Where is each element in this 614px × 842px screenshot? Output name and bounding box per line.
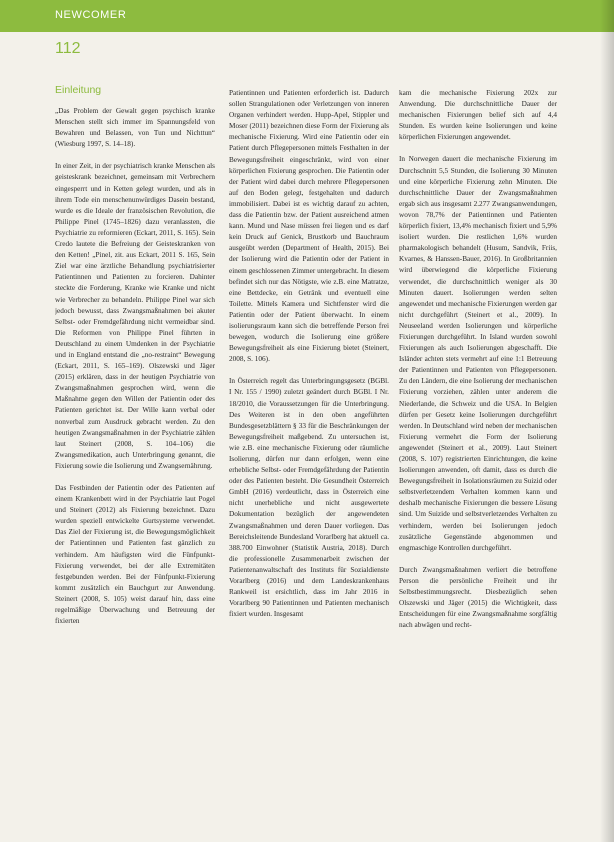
paragraph: In Österreich regelt das Unterbringungsgesetz (BGBl. I Nr. 155 / 1990) zuletzt geändert durch BGBl. I Nr. 18/2010, die Voraussetzungen für die Unterbringung. Des Weiteren ist in den oben angeführten Bundesgesetzblättern § 33 für die Beschränkungen der Bewegungsfreiheit maßgebend. Zu untersuchen ist, wie z.B. eine mechanische Fixierung oder räumliche Isolierung, dürfen nur dann erfolgen, wenn eine erhebliche Selbst- oder Fremdgefährdung der Patientin oder des Patienten besteht. Die Gesundheit Österreich GmbH (2016) verdeutlicht, dass in Österreich eine nicht unerhebliche und nicht ausgewertete Dokumentation bezüglich der angewendeten Zwangsmaßnahmen und deren Dauer vorliegen. Das Bereichsleitende Bundesland Vorarlberg hat aktuell ca. 388.700 Einwohner (Statistik Austria, 2018). Durch die professionelle Zusammenarbeit zwischen der Patientenanwaltschaft des Instituts für Sozialdienste Vorarlberg (2016) und dem Landeskrankenhaus Rankweil ist ersichtlich, dass im Jahr 2016 in Vorarlberg 90 Patientinnen und Patienten mechanisch fixiert wurden. Insgesamt	[229, 377, 389, 619]
header-band	[0, 0, 614, 32]
paragraph: In Norwegen dauert die mechanische Fixierung im Durchschnitt 5,5 Stunden, die Isolierung 30 Minuten und eine körperliche Fixierung zehn Minuten. Die durchschnittliche Dauer der Zwangsmaßnahmen ergab sich aus insgesamt 2.277 Zwangsanwendungen, wovon 78,7% der Patientinnen und Patienten körperlich fixiert, 13,4% mechanisch fixiert und 5,9% isoliert wurden. Die restlichen 1,6% wurden pharmakologisch behandelt (Husum, Sandvik, Friis, Kvarnes, & Hanssen-Bauer, 2016). In Großbritannien wird überwiegend die körperliche Fixierung verwendet, die durchschnittlich weniger als 30 Minuten dauert. Isolierungen werden selten angewendet und mechanische Fixierungen werden gar nicht durchgeführt (Steinert et al., 2009). In Neuseeland werden Isolierungen und körperliche Fixierungen durchgeführt. In Island wurden sowohl Fixierungen als auch Isolierungen abgeschafft. Die Isländer achten stets vermehrt auf eine 1:1 Betreuung der Patientinnen und Patienten von Pflegepersonen. Zu den Ländern, die eine Isolierung der mechanischen Fixierung vorziehen, zählen unter anderem die Niederlande, die Schweiz und die USA. In Belgien dürfen per Gesetz keine Isolierungen durchgeführt werden. In Deutschland wird neben der mechanischen Fixierung vermehrt die Form der Isolierung angewendet (Steinert et al., 2009). Laut Steinert (2008, S. 107) registrierten Einrichtungen, die keine Isolierungen anwenden, oft damit, dass es durch die Bewegungsfreiheit in Isolationsräumen zu Suizid oder selbstverletzendem Verhalten kommen kann und deshalb mechanische Fixierungen die bessere Lösung sind. Um Suizide und selbstverletzendes Verhalten zu verhindern, werden bei Isolierungen jedoch zusätzliche Gegenstände abgenommen und engmaschige Kontrollen durchgeführt.	[399, 155, 557, 552]
epigraph-quote: „Das Problem der Gewalt gegen psychisch kranke Menschen stellt sich immer im Spannungsfeld von Bewahren und Belassen, von Tun und Nichttun“ (Wiesburg 1997, S. 14–18).	[55, 107, 215, 149]
text-column-1	[55, 84, 215, 830]
paragraph: kam die mechanische Fixierung 202x zur Anwendung. Die durchschnittliche Dauer der mechanischen Fixierungen belief sich auf 4,4 Stunden. Es wurden keine Isolierungen und keine körperlichen Fixierungen angewendet.	[399, 89, 557, 142]
paragraph: Patientinnen und Patienten erforderlich ist. Dadurch sollen Strangulationen oder Verletzungen von inneren Organen verhindert werden. Hupp-Apel, Stippler und Moser (2011) bezeichnen diese Form der Fixierung als mechanische Fixierung. Wird eine Patientin oder ein Patient durch Pflegepersonen mittels Festhalten in der Bewegungsfreiheit eingeschränkt, wird von einer körperlichen Fixierung gesprochen. Die Patientin oder der Patient wird dabei durch mehrere Pflegepersonen auf den Boden gelegt, festgehalten und dadurch immobilisiert. Dabei ist es wichtig darauf zu achten, dass die Patientin bzw. der Patient ausreichend atmen kann. Mund und Nase müssen frei liegen und es darf kein Druck auf Genick, Brustkorb und Bauchraum ausgeübt werden (Department of Health, 2015). Bei der Isolierung wird die Patientin oder der Patient in einem geschlossenen Zimmer untergebracht. In diesem befindet sich nur das Nötigste, wie z.B. eine Matratze, eine Bettdecke, ein Getränk und eventuell eine Toilette. Mittels Kamera und Sichtfenster wird die Patientin oder der Patient überwacht. In einem isolierungsraum kann sich die betreffende Person frei bewegen, wodurch die Isolierung eine größere Bewegungsfreiheit als eine Fixierung bietet (Steinert, 2008, S. 106).	[229, 89, 389, 364]
section-heading: Einleitung	[55, 84, 102, 96]
page-number: 112	[55, 40, 81, 57]
paragraph: Das Festbinden der Patientin oder des Patienten auf einem Krankenbett wird in der Psychiatrie laut Pogel und Steinert (2012) als Fixierung bezeichnet. Dazu wurden speziell entwickelte Gurtsysteme verwendet. Das Ziel der Fixierung ist, die Bewegungsmöglichkeit der Patientinnen und Patienten fast gänzlich zu verhindern. Am häufigsten wird die Fünfpunkt-Fixierung verwendet, bei der alle Extremitäten festgebunden werden. Bei der Fünfpunkt-Fixierung kommt zusätzlich ein Bauchgurt zur Anwendung. Steinert (2008, S. 105) weist darauf hin, dass eine regelmäßige Überwachung und Betreuung der fixierten	[55, 484, 215, 626]
page-edge-shadow	[600, 0, 614, 842]
text-column-2	[229, 88, 389, 830]
paragraph: Durch Zwangsmaßnahmen verliert die betroffene Person die persönliche Freiheit und ihr Selbstbestimmungsrecht. Diesbezüglich sehen Olszewski und Jäger (2015) die Wichtigkeit, dass Entscheidungen für eine Zwangsmaßnahme sorgfältig nach abwägen und recht-	[399, 565, 557, 630]
text-column-3	[399, 88, 557, 830]
running-header: NEWCOMER	[55, 9, 127, 21]
paragraph: In einer Zeit, in der psychiatrisch kranke Menschen als geisteskrank bezeichnet, gemeinsam mit Verbrechern eingesperrt und in Ketten gelegt wurden, und als in ihrem Tode ein menschenunwürdiges Dasein bestand, wurde es die Ideale der französischen Revolution, die Philippe Pinel (1745–1826) dazu veranlassten, die Psychiatrie zu reformieren (Eckart, 2011, S. 165). Sein Credo lautete die Befreiung der Geisteskranken von den Ketten! „Pinel, zit. aus Eckart, 2011 S. 165, Sein Ziel war eine ärztliche Behandlung psychiatrisierter Patientinnen und Patienten zu forcieren. Dahinter steckte die Forderung, Kranke wie Kranke und nicht wie Verbrecher zu behandeln. Philippe Pinel war sich jedoch bewusst, dass Zwangsmaßnahmen bei akuter Selbst- oder Fremdgefährdung nicht vermeidbar sind. Die Reformen von Philippe Pinel führten in Deutschland zu einem Umdenken in der Psychiatrie und in England entstand die „no-restraint“ Bewegung (Eckart, 2011, S. 165–169). Olszewski und Jäger (2015) erklären, dass in der heutigen Psychiatrie von Zwangsmaßnahmen gesprochen wird, wenn die Maßnahme gegen den Willen der Patientin oder des Patienten gerichtet ist. Der Wille kann verbal oder nonverbal zum Ausdruck gebracht werden. Zu den heutigen Zwangsmaßnahmen in der Psychiatrie zählen laut Steinert (2008, S. 104–106) die Zwangsmedikation, auch Unterbringung genannt, die Fixierung sowie die Isolierung und Zwangsernährung.	[55, 162, 215, 470]
